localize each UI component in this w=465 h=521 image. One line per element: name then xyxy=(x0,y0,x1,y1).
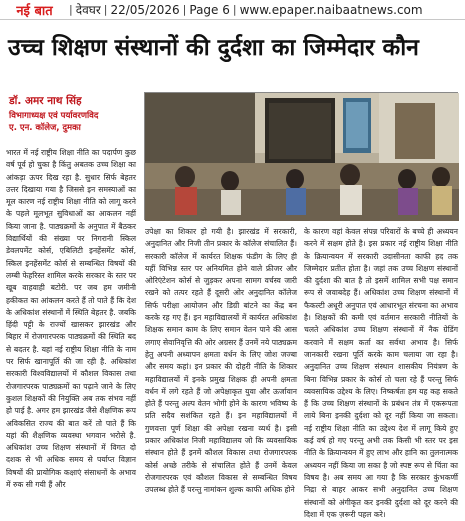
author-college: ए. एन. कॉलेज, दुमका xyxy=(9,123,81,133)
separator: | xyxy=(103,3,108,16)
separator: | xyxy=(182,3,187,16)
author-byline xyxy=(9,94,149,140)
separator: | xyxy=(69,3,73,16)
article-headline: उच्च शिक्षण संस्थानों की दुर्दशा का जिम्मेदार कौन xyxy=(8,35,419,61)
article-column-3: के कारण वहां केवल संपन्न परिवारों के बच्चे ही अध्ययन करने में सक्षम होते है। इस प्रकार नई राष्ट्रीय शिक्षा नीति के क्रियान्वयन में सरकारी उदासीनता काफी हद तक जिम्मेदार प्रतीत होता है। जहां तक उच्च शिक्षण संस्थानों की दुर्दशा की बात है तो इसमें शामिल सभी पक्ष समान रूप से जवाबदेह हैं। अधिकांश उच्च शिक्षण संस्थानों में फैकल्टी अधूरी अनुपात एवं आधारभूत संरचना का अभाव है। शिक्षकों की कमी एवं वर्तमान सरकारी नीतियों के चलते अधिकांश उच्च शिक्षण संस्थानों में नैक ग्रेडिंग करवाने में सक्षम कर्ता का सर्वथा अभाव है। सिर्फ जानकारी रखना पूर्ति करके काम चलाया जा रहा है। अनुदानित उच्च शिक्षण संस्थान शासकीय नियंत्रण के बिना विभिन्न प्रकार के कोर्स तो चला रहे हैं परन्तु सिर्फ व्यवसायिक उद्देश्य के लिए। निष्कर्षतः हम यह कह सकते हैं कि उच्च शिक्षण संस्थानों के प्रबंधन तंत्र में एकरूपता लाये बिना इनकी दुर्दशा को दूर नहीं किया जा सकता। नई राष्ट्रीय शिक्षा नीति का उद्देश्य देश में लागू किये हुए कई वर्ष हो गए परन्तु अभी तक किसी भी स्तर पर इस नीति के क्रियान्वयन में हुए लाभ और हानि का तुलनात्मक अध्ययन नहीं किया जा सका है जो स्पष्ट रूप से चिंता का विषय है। अब समय आ गया है कि सरकार कुंभकर्णी निद्रा से बाहर आकर सभी अनुदानित उच्च शिक्षण संस्थानों को अंगीकृत कर इनकी दुर्दशा को दूर करने की दिशा में एक ज़रूरी पहल करे। xyxy=(304,227,458,519)
article-photo xyxy=(144,92,458,220)
edition-city: देवघर xyxy=(75,3,101,17)
article-column-2: उपेक्षा का शिकार हो गयी है। झारखंड में सरकारी, अनुदानित और निजी तीन प्रकार के कॉलेज संचालित हैं। सरकारी कॉलेज में कार्यरत शिक्षक फंडीग के लिए ही यहीं विभिन्न स्तर पर अनियमित होने वाले फ्रीजर और ओरिएंटेशन कोर्स से जुड़कर अपना सामग वर्चस्व जारी रखने को तत्पर रहते हैं दूसरी ओर अनुदानित कॉलेज सिर्फ परीक्षा आयोजन और डिग्री बांटने का केंद्र बन करके रह गए हैं। इन महाविद्यालयों में कार्यरत अधिकांश शिक्षक समान काम के लिए समान वेतन पाने की आस लगाए सेवानिवृत्ति की ओर अग्रसर हैं उनमें नये पाठ्यक्रम हेतु अपनी अध्यापन क्षमता वर्धन के लिए जोश जज्बा और समय कहां। इन प्रकार की दोहरी नीति के शिकार महाविद्यालयों में इनके प्रमुख शिक्षक ही अपनी क्षमता वर्धन में लगे रहते हैं जो अपेक्षाकृत युवा और ऊर्जावान होते हैं परन्तु अल्प वेतन भोगी होने के कारण भविष्य के प्रति सदैव सशंकित रहते हैं। इन महाविद्यालयों में गुणवत्ता पूर्ण शिक्षा की अपेक्षा रखना व्यर्थ है। इसी प्रकार अधिकांश निजी महाविद्यालय जो कि व्यवसायिक संस्थान होते हैं इनमें कौशल विकास तथा रोजगारपरक कोर्स अच्छे तरीके से संचालित होते हैं उनमें केवल रोजगारपरक एवं कौशल विकास से सम्बन्धित विषय उपलब्ध होते हैं परन्तु नामांकन शुल्क काफी अधिक होने xyxy=(145,227,297,495)
separator: | xyxy=(232,3,237,16)
page-number: Page 6 xyxy=(189,2,230,17)
epaper-url[interactable]: www.epaper.naibaatnews.com xyxy=(239,2,423,17)
edition-date: 22/05/2026 xyxy=(110,2,180,17)
classroom-photo xyxy=(145,93,459,221)
masthead xyxy=(0,0,465,20)
article-column-1: भारत में नई राष्ट्रीय शिक्षा नीति का पदार्पण कुछ वर्ष पूर्व हो चुका है किंतु अबतक उच्च शिक्षा का आंकड़ा ऊपर दिख रहा है. सुधार सिर्फ बेहतर उत्तर दिखाया गया है जिससे इन समस्याओं का मूल कारण नई राष्ट्रीय शिक्षा नीति को लागू करने के पहले मूलभूत सुविधाओं का आकलन नहीं किया जाना है. पाठ्यक्रमों के अनुपात में बैठकर विद्यार्थियों की संख्या पर निगरानी स्किल डेवलपमेंट कोर्स, एबिलिटी इनहेंसमेंट कोर्स, स्किल इनहेंसमेंट कोर्स से सम्बन्धित विषयों की लम्बी फेहरिस्त शामिल करके सरकार के स्तर पर खूब वाहवाही बटोरी. पर जब हम जमीनी हकीकत का आंकलन करते हैं तो पाते हैं कि देश के अधिकांश संस्थानों में स्थिति बेहतर है. जबकि हिंदी पट्टी के राज्यों खासकर झारखंड और बिहार में रोजगारपरक पाठ्यक्रमों की स्थिति बद से बदतर है. यहां नई राष्ट्रीय शिक्षा नीति के नाम पर सिर्फ खानापूर्ति की जा रही है. अधिकांश सरकारी विश्वविद्यालयों में कौशल विकास तथा रोजगारपरक पाठ्यक्रमों का पढ़ाने जाने के लिए कुशल शिक्षकों की नियुक्ति अब तक संभव नहीं हो पाई है. अगर हम झारखंड जैसे शैक्षणिक रूप अविकसित राज्य की बात करें तो पाते हैं कि यहां की शैक्षणिक व्यवस्था भगवान भरोसे है. अधिकांश उच्च शिक्षण संस्थानों में विगत दो दशक से भी अधिक समय से पर्याप्त विज्ञान विषयों की प्रायोगिक कक्षाएं संसाधनों के अभाव में रुक सी गयी हैं और xyxy=(6,148,136,490)
newspaper-logo: नई बात xyxy=(16,3,53,19)
author-designation: विभागाध्यक्ष एवं पर्यावरणविद xyxy=(9,111,99,121)
author-name: डॉ. अमर नाथ सिंह xyxy=(9,95,82,107)
